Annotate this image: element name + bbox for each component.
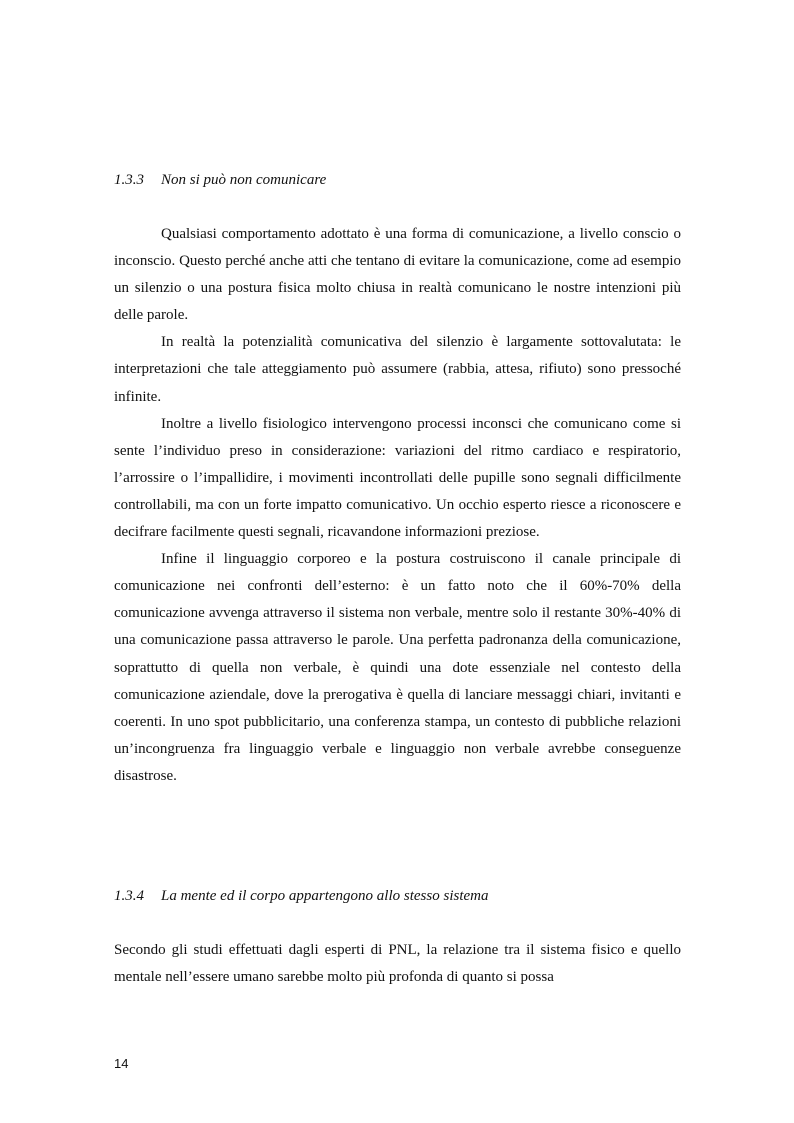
section-heading-1-3-4 <box>114 886 684 906</box>
paragraph: In realtà la potenzialità comunicativa del silenzio è largamente sottovalutata: le interpretazioni che tale atteggiamento può assumere (rabbia, attesa, rifiuto) sono pressoché infinite. <box>114 334 681 405</box>
section-number: 1.3.3 <box>114 172 144 188</box>
paragraph: Infine il linguaggio corporeo e la postura costruiscono il canale principale di comunicazione nei confronti dell’esterno: è un fatto noto che il 60%-70% della comunicazione avvenga attraverso il sistema non verbale, mentre solo il restante 30%-40% di una comunicazione passa attraverso le parole. Una perfetta padronanza della comunicazione, soprattutto di quella non verbale, è quindi una dote essenziale nel contesto della comunicazione aziendale, dove la prerogativa è quella di lanciare messaggi chiari, invitanti e coerenti. In uno spot pubblicitario, una conferenza stampa, un contesto di pubbliche relazioni un’incongruenza fra linguaggio verbale e linguaggio non verbale avrebbe conseguenze disastrose. <box>114 551 681 784</box>
paragraph: Inoltre a livello fisiologico intervengono processi inconsci che comunicano come si sente l’individuo preso in considerazione: variazioni del ritmo cardiaco e respiratorio, l’arrossire o l’impallidire, i movimenti incontrollati delle pupille sono segnali difficilmente controllabili, ma con un forte impatto comunicativo. Un occhio esperto riesce a riconoscere e decifrare facilmente questi segnali, ricavandone informazioni preziose. <box>114 415 681 541</box>
section-body-1-3-3 <box>114 221 681 790</box>
section-number: 1.3.4 <box>114 888 144 904</box>
section-body-1-3-4 <box>114 937 681 991</box>
paragraph: Secondo gli studi effettuati dagli esperti di PNL, la relazione tra il sistema fisico e quello mentale nell’essere umano sarebbe molto più profonda di quanto si possa <box>114 942 681 986</box>
section-title: Non si può non comunicare <box>161 172 327 188</box>
page-number: 14 <box>114 1056 129 1071</box>
section-title: La mente ed il corpo appartengono allo stesso sistema <box>161 888 489 904</box>
paragraph: Qualsiasi comportamento adottato è una forma di comunicazione, a livello conscio o inconscio. Questo perché anche atti che tentano di evitare la comunicazione, come ad esempio un silenzio o una postura fisica molto chiusa in realtà comunicano le nostre intenzioni più delle parole. <box>114 226 681 324</box>
section-heading-1-3-3 <box>114 170 684 190</box>
